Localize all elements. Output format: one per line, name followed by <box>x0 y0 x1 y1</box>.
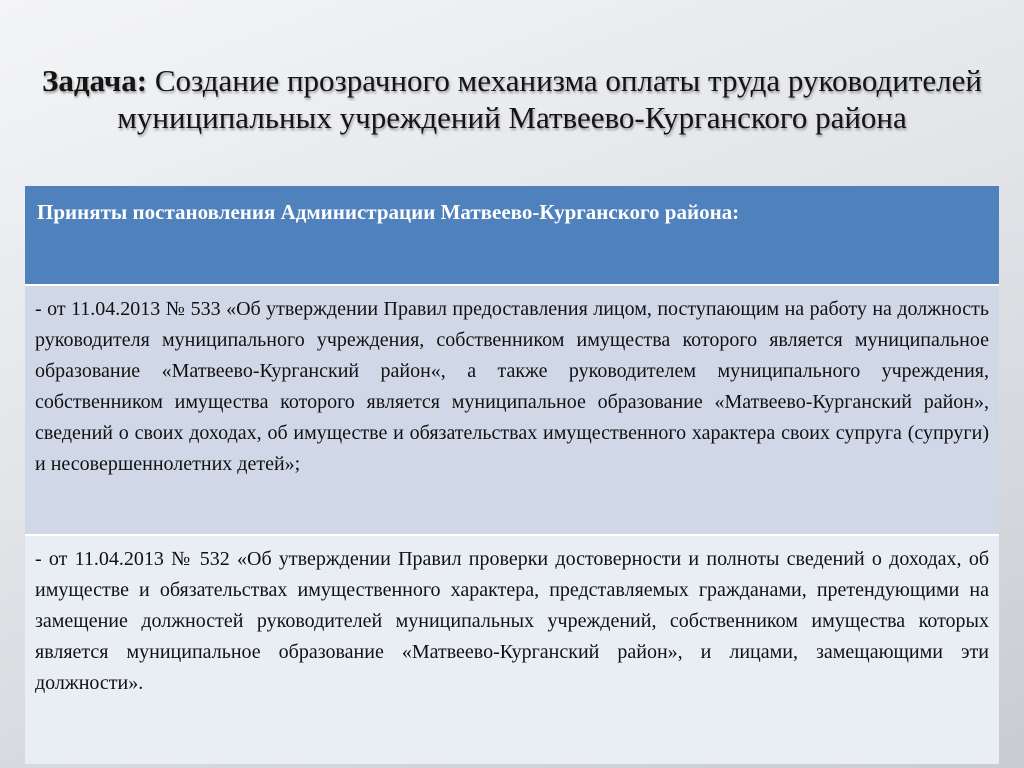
table-row: - от 11.04.2013 № 532 «Об утверждении Правил проверки достоверности и полноты сведений о доходах, об имуществе и обязательствах имущественного характера, представляемых гражданами, претендующими на замещение должностей руководителей муниципальных учреждений, собственником имущества которых является муниципальное образование «Матвеево-Курганский район», и лицами, замещающими эти должности». <box>25 536 999 764</box>
title-label: Задача: <box>42 63 148 98</box>
slide-title <box>40 62 984 136</box>
resolutions-table <box>25 186 999 764</box>
table-row: - от 11.04.2013 № 533 «Об утверждении Правил предоставления лицом, поступающим на работу на должность руководителя муниципального учреждения, собственником имущества которого является муниципальное образование «Матвеево-Курганский район«, а также руководителем муниципального учреждения, собственником имущества которого является муниципальное образование «Матвеево-Курганский район», сведений о своих доходах, об имуществе и обязательствах имущественного характера своих супруга (супруги) и несовершеннолетних детей»; <box>25 286 999 536</box>
table-header: Приняты постановления Администрации Матвеево-Курганского района: <box>25 186 999 286</box>
title-text: Создание прозрачного механизма оплаты труда руководителей муниципальных учреждений Матвеево-Курганского района <box>117 63 982 135</box>
